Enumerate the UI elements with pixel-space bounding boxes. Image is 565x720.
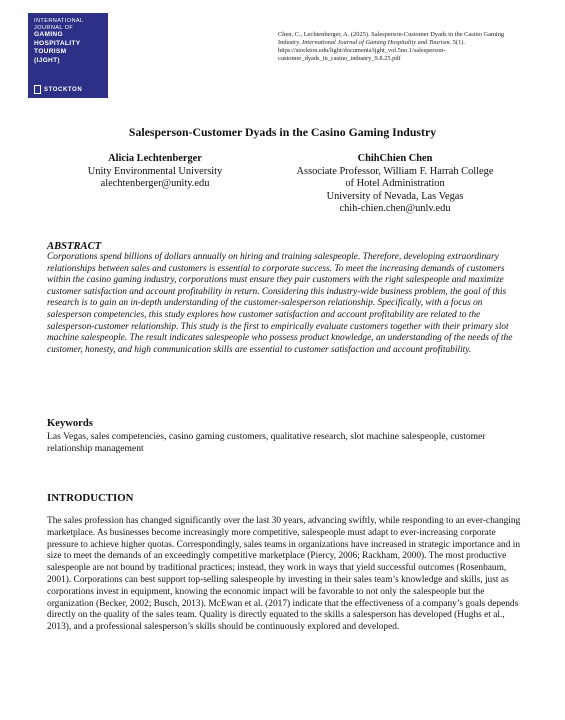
author-1-email: alechtenberger@unity.edu: [100, 178, 210, 190]
logo-line-6: (IJGHT): [34, 56, 60, 64]
author-2-affiliation: Associate Professor, William F. Harrah College of Hotel Administration: [296, 165, 494, 190]
author-1-affiliation: Unity Environmental University: [87, 165, 223, 177]
logo-line-3: GAMING: [34, 31, 63, 39]
author-2: [295, 153, 495, 216]
introduction-text: The sales profession has changed significantly over the last 30 years, advancing swiftly, while responding to an ever-changing marketplace. As businesses become increasingly more competitive, salespeople must adapt to ever-increasing corporate pressure to achieve higher quotas. Correspondingly, sales teams in organizations have increased in strategic importance and in size to meet the demands of an exceedingly competitive marketplace (Piercy, 2006; Rackham, 2000). The most productive salespeople are not bound by traditional practices; instead, they work in ways that yield successful outcomes (Rosenbaum, 2001). Corporations can best support top-selling salespeople by investing in their sales team’s knowledge and skills, just as corporations invest in equipment, knowing the economic impact will be favorable to not only the salespeople but the organization (Becker, 2002; Busch, 2013). McEwan et al. (2017) indicate that the effectiveness of a company’s goals depends directly on the quality of the sales team. Quality is directly equated to the skills a salesperson has developed (Hughs et al., 2013), and a professional salesperson’s skills should be continuously explored and developed.: [47, 516, 521, 633]
logo-line-5: TOURISM: [34, 48, 67, 56]
author-2-email: chih-chien.chen@unlv.edu: [339, 203, 451, 215]
paper-title: Salesperson-Customer Dyads in the Casino Gaming Industry: [128, 125, 437, 139]
logo-publisher: STOCKTON: [44, 87, 83, 93]
abstract-heading: ABSTRACT: [47, 241, 102, 252]
logo-line-2: JOURNAL OF: [34, 24, 74, 31]
keywords-text: Las Vegas, sales competencies, casino gaming customers, qualitative research, slot machine salespeople, customer relationship management: [47, 431, 486, 454]
journal-logo: [28, 13, 108, 98]
author-2-university: University of Nevada, Las Vegas: [326, 190, 464, 202]
author-1: [70, 153, 240, 191]
citation-part-2: 5(1). https://stockton.edu/light/documents/ijght_vol.5no.1/salesperson-customer_dyads_in_casino_industry_9.8.25.pdf: [278, 39, 465, 62]
stockton-mark-icon: [34, 85, 41, 94]
author-1-name: Alicia Lechtenberger: [108, 153, 202, 164]
introduction-heading: INTRODUCTION: [47, 492, 134, 504]
citation: [278, 31, 518, 63]
abstract-text: Corporations spend billions of dollars annually on hiring and training salespeople. Therefore, developing extraordinary relationships between sales and customers is essential to corporate success. To meet the increasing demands of customers within the casino gaming industry, corporations must ensure they pair customers with the right salespeople and maximize customer satisfaction and account profitability in return. Considering this industry-wide business problem, the goal of this research is to gain an in-depth understanding of the customer-salesperson relationship. Specifically, with a focus on salesperson competencies, this study explores how customer satisfaction and account profitability are related to the salesperson-customer relationship. This study is the first to empirically evaluate customers together with their primary slot machine salespeople. The result indicates salespeople who possess product knowledge, an understanding of the needs of the customer, honesty, and high communication skills are essential to customer satisfaction and account profitability.: [47, 252, 513, 355]
citation-part-1: Chen, C., Lechtenberger, A. (2025). Salesperson-Customer Dyads in the Casino Gaming Industry.: [278, 31, 505, 46]
citation-journal: International Journal of Gaming Hospitality and Tourism.: [302, 39, 452, 46]
logo-line-4: HOSPITALITY: [34, 39, 81, 47]
keywords-heading: Keywords: [47, 418, 93, 429]
author-2-name: ChihChien Chen: [357, 153, 433, 164]
logo-line-1: INTERNATIONAL: [34, 18, 84, 24]
